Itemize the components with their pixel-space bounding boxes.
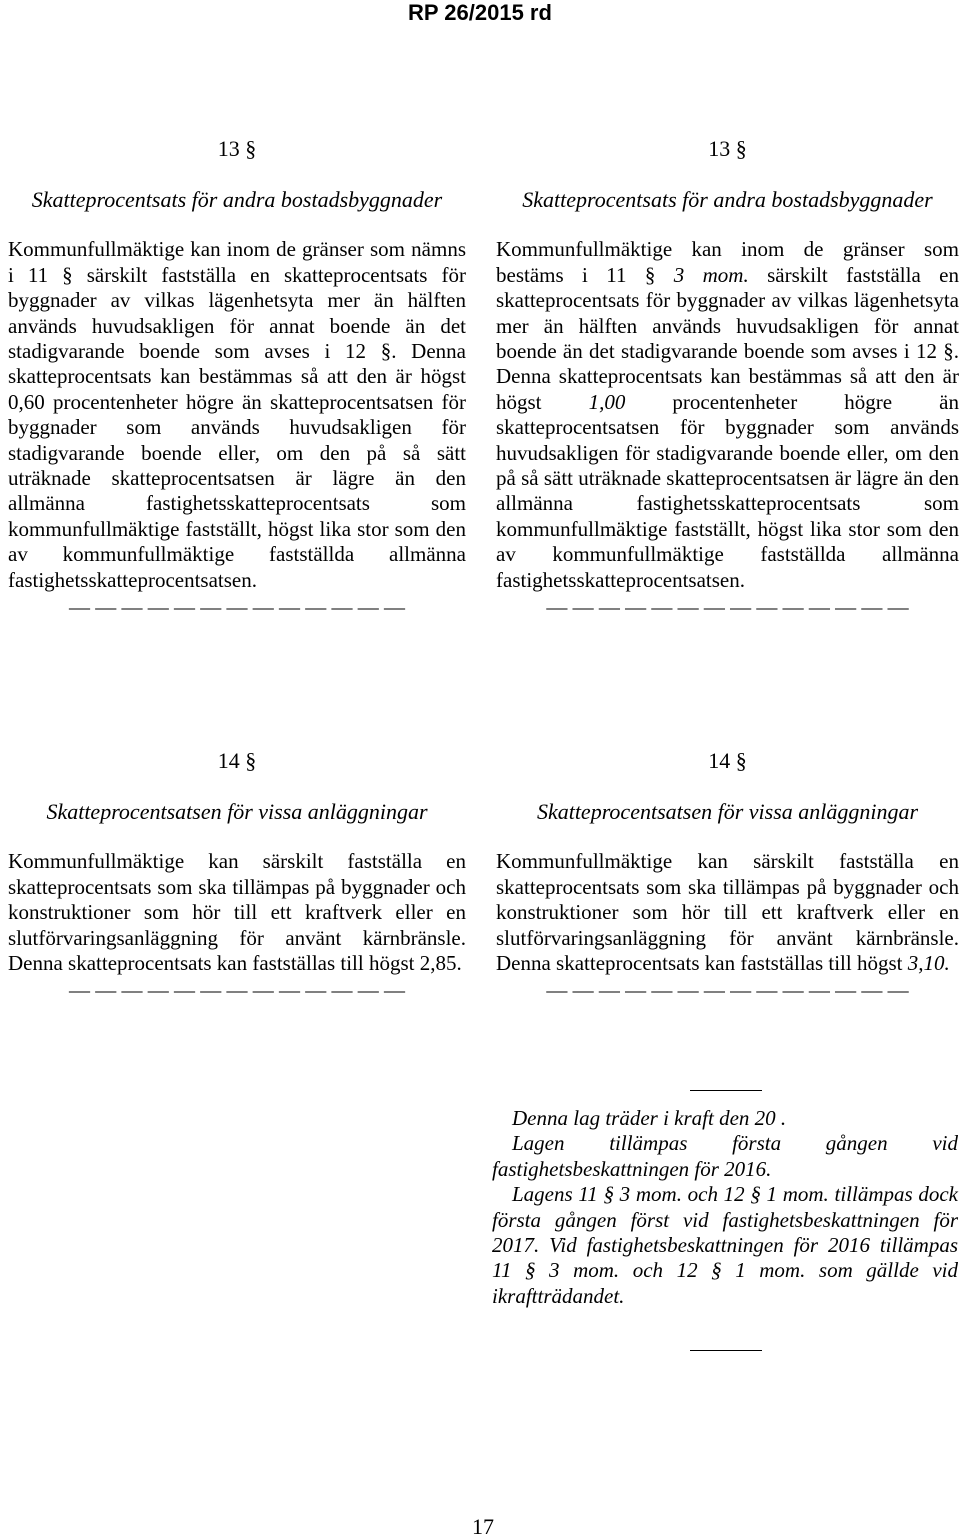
- left-sec14-text: Kommunfullmäktige kan särskilt fastställa en skatteprocentsats som ska tillämpas på byggnader och konstruktioner som hör till ett kraftverk eller en slutförvaringsanläggning för använt kärnbränsle. Denna skatteprocentsats kan fastställas till högst 2,85.: [8, 849, 466, 976]
- separator-rule-top: [690, 1090, 762, 1091]
- application-text: Lagen tillämpas första gången vid fastighetsbeskattningen för 2016.: [492, 1131, 958, 1181]
- left-sec13-dashes: — — — — — — — — — — — — —: [69, 595, 405, 620]
- right-sec14-dashes: — — — — — — — — — — — — — —: [546, 978, 909, 1003]
- right-sec14-text: Kommunfullmäktige kan särskilt fastställa en skatteprocentsats som ska tillämpas på byggnader och konstruktioner som hör till ett kraftverk eller en slutförvaringsanläggning för använt kärnbränsle. Denna skatteprocentsats kan fastställas till högst 3,10.: [496, 849, 959, 976]
- right-section-14: [496, 748, 959, 1004]
- entry-into-force-block: [492, 1106, 958, 1309]
- transition-text: Lagens 11 § 3 mom. och 12 § 1 mom. tillämpas dock första gången först vid fastighetsbeskattningen för 2017. Vid fastighetsbeskattningen för 2016 tillämpas 11 § 3 mom. och 12 § 1 mom. som gällde vid ikraftträdandet.: [492, 1182, 958, 1308]
- left-section-13: [8, 136, 466, 621]
- left-section-14: [8, 748, 466, 1004]
- right-sec13-dashes: — — — — — — — — — — — — — —: [546, 595, 909, 620]
- left-sec14-title: Skatteprocentsatsen för vissa anläggningar: [46, 799, 428, 825]
- left-sec13-title: Skatteprocentsats för andra bostadsbyggnader: [31, 187, 443, 213]
- separator-rule-bottom: [690, 1350, 762, 1351]
- left-sec14-dashes: — — — — — — — — — — — — —: [69, 978, 405, 1003]
- page-number: 17: [472, 1514, 494, 1539]
- right-sec13-title: Skatteprocentsats för andra bostadsbyggnader: [522, 187, 933, 213]
- left-sec13-text: Kommunfullmäktige kan inom de gränser som nämns i 11 § särskilt fastställa en skatteprocentsats för byggnader av vilkas lägenhetsyta mer än hälften används huvudsakligen för annat boende än det stadigvarande boende som avses i 12 §. Denna skatteprocentsats kan bestämmas så att den är högst 0,60 procentenheter högre än skatteprocentsatsen för byggnader som används huvudsakligen för stadigvarande boende eller, om den på så sätt uträknade skatteprocentsatsen är lägre än den allmänna fastighetsskatteprocentsats som kommunfullmäktige fastställt, högst lika stor som den av kommunfullmäktige fastställda allmänna fastighetsskatteprocentsatsen.: [8, 237, 466, 592]
- right-sec13-text: Kommunfullmäktige kan inom de gränser som bestäms i 11 § 3 mom. särskilt fastställa en skatteprocentsats för byggnader av vilkas lägenhetsyta mer än hälften används huvudsakligen för annat boende än det stadigvarande boende som avses i 12 §. Denna skatteprocentsats kan bestämmas så att den är högst 1,00 procentenheter högre än skatteprocentsatsen för byggnader som används huvudsakligen för stadigvarande boende eller, om den på så sätt uträknade skatteprocentsatsen är lägre än den allmänna fastighetsskatteprocentsats som kommunfullmäktige fastställt, högst lika stor som den av kommunfullmäktige fastställda allmänna fastighetsskatteprocentsatsen.: [496, 237, 959, 592]
- left-sec13-number: 13 §: [217, 136, 257, 161]
- right-sec13-number: 13 §: [708, 136, 747, 161]
- entry-into-force-text: Denna lag träder i kraft den 20 .: [512, 1106, 787, 1130]
- right-section-13: [496, 136, 959, 621]
- right-sec14-title: Skatteprocentsatsen för vissa anläggningar: [536, 799, 919, 825]
- document-header: RP 26/2015 rd: [408, 0, 552, 25]
- left-sec14-number: 14 §: [217, 748, 257, 773]
- right-sec14-number: 14 §: [708, 748, 747, 773]
